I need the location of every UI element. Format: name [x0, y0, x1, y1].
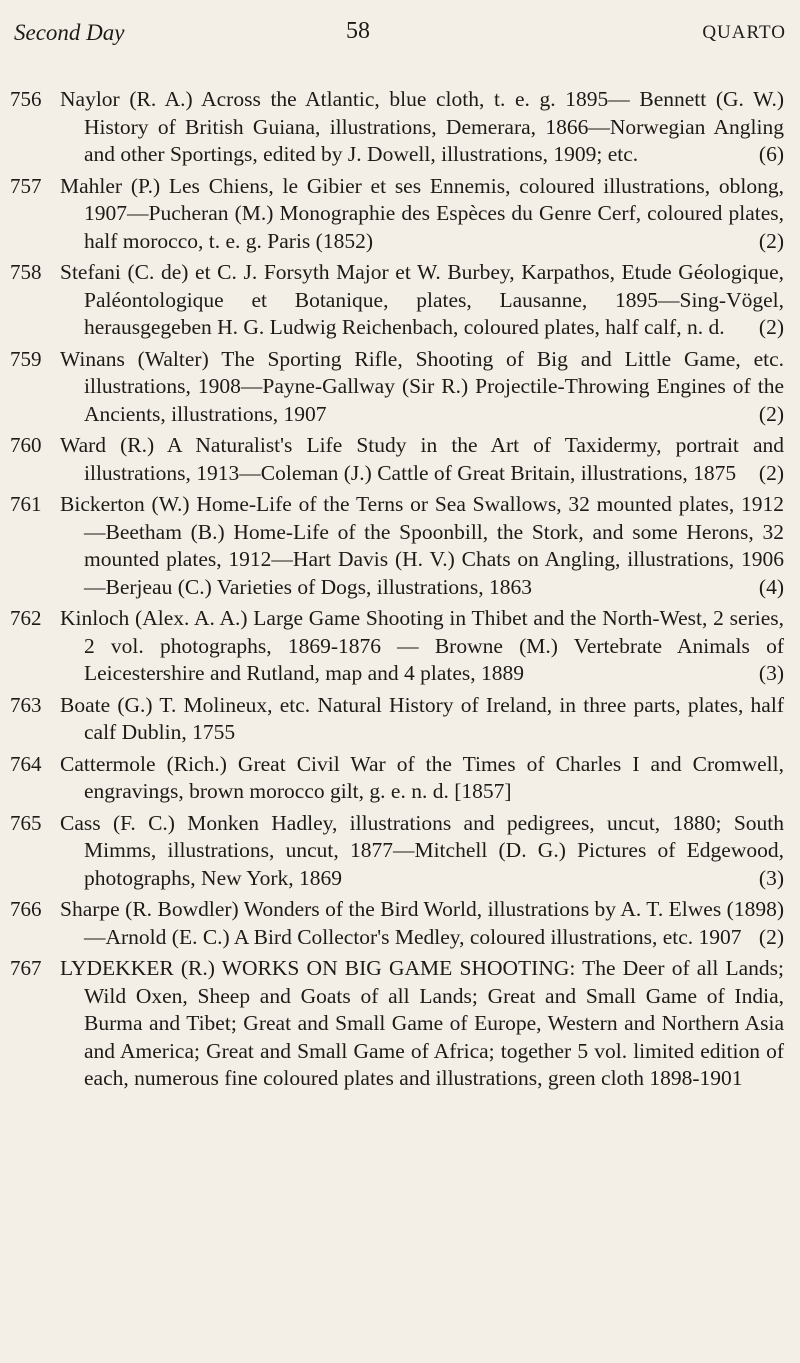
lot-description: Stefani (C. de) et C. J. Forsyth Major et W. Burbey, Karpathos, Etude Géologique, Paléontologique et Botanique, plates, Lausanne, 1895—Sing-Vögel, herausgegeben H. G. Ludwig Reichenbach, coloured plates, half calf, n. d.: [60, 260, 784, 339]
lot-entry: [0, 605, 800, 688]
lot-description: Ward (R.) A Naturalist's Life Study in the Art of Taxidermy, portrait and illustrations, 1913—Coleman (J.) Cattle of Great Britain, illustrations, 1875: [60, 433, 784, 485]
lot-description: Mahler (P.) Les Chiens, le Gibier et ses Ennemis, coloured illustrations, oblong, 1907—Pucheran (M.) Monographie des Espèces du Genre Cerf, coloured plates, half morocco, t. e. g. Paris (1852): [60, 173, 784, 253]
lot-list: [0, 86, 800, 1097]
lot-quantity: (2): [758, 924, 784, 949]
lot-number: 762: [10, 606, 42, 630]
lot-number: 759: [10, 346, 42, 371]
lot-entry: [0, 259, 800, 342]
lot-number: 761: [10, 492, 42, 516]
header-section-title: Second Day: [14, 20, 125, 45]
lot-quantity: (2): [758, 401, 784, 426]
lot-number: 766: [10, 897, 42, 921]
lot-number: 765: [10, 810, 42, 835]
lot-entry: [0, 896, 800, 951]
page-header: [0, 18, 800, 58]
lot-entry: [0, 491, 800, 601]
lot-quantity: (3): [758, 661, 784, 685]
lot-quantity: (6): [758, 142, 784, 166]
lot-description: Kinloch (Alex. A. A.) Large Game Shooting in Thibet and the North-West, 2 series, 2 vol. photographs, 1869-1876 — Browne (M.) Vertebrate Animals of Leicestershire and Rutland, map and 4 plates, 1889: [60, 606, 784, 685]
lot-entry: [0, 751, 800, 806]
lot-description: Bickerton (W.) Home-Life of the Terns or Sea Swallows, 32 mounted plates, 1912—Beetham (B.) Home-Life of the Spoonbill, the Stork, and some Herons, 32 mounted plates, 1912—Hart Davis (H. V.) Chats on Angling, illustrations, 1906—Berjeau (C.) Varieties of Dogs, illustrations, 1863: [60, 492, 784, 599]
lot-description: Cass (F. C.) Monken Hadley, illustrations and pedigrees, uncut, 1880; South Mimms, illustrations, uncut, 1877—Mitchell (D. G.) Pictures of Edgewood, photographs, New York, 1869: [60, 810, 784, 890]
lot-entry: [0, 955, 800, 1093]
lot-quantity: (2): [758, 315, 784, 339]
lot-entry: [0, 432, 800, 487]
header-format: QUARTO: [702, 22, 786, 43]
lot-number: 763: [10, 692, 42, 717]
lot-entry: [0, 86, 800, 169]
lot-number: 767: [10, 956, 42, 980]
lot-number: 758: [10, 260, 42, 284]
lot-entry: [0, 692, 800, 747]
page-number: 58: [346, 18, 370, 44]
lot-number: 764: [10, 751, 42, 776]
lot-number: 756: [10, 87, 42, 111]
lot-quantity: (2): [758, 228, 784, 253]
lot-quantity: (2): [758, 460, 784, 485]
lot-description: Winans (Walter) The Sporting Rifle, Shooting of Big and Little Game, etc. illustrations, 1908—Payne-Gallway (Sir R.) Projectile-Throwing Engines of the Ancients, illustrations, 1907: [60, 346, 784, 426]
lot-quantity: (3): [758, 865, 784, 890]
lot-number: 760: [10, 433, 42, 457]
lot-description: Boate (G.) T. Molineux, etc. Natural History of Ireland, in three parts, plates, half calf Dublin, 1755: [60, 692, 784, 744]
lot-description: Cattermole (Rich.) Great Civil War of the Times of Charles I and Cromwell, engravings, brown morocco gilt, g. e. n. d. [1857]: [60, 751, 784, 803]
lot-quantity: (4): [758, 574, 784, 599]
lot-description: Sharpe (R. Bowdler) Wonders of the Bird World, illustrations by A. T. Elwes (1898)—Arnold (E. C.) A Bird Collector's Medley, coloured illustrations, etc. 1907: [60, 897, 784, 949]
lot-entry: [0, 810, 800, 893]
lot-description: LYDEKKER (R.) WORKS ON BIG GAME SHOOTING: The Deer of all Lands; Wild Oxen, Sheep and Goats of all Lands; Great and Small Game of India, Burma and Tibet; Great and Small Game of Europe, Western and Northern Asia and America; Great and Small Game of Africa; together 5 vol. limited edition of each, numerous fine coloured plates and illustrations, green cloth 1898-1901: [60, 956, 784, 1090]
lot-number: 757: [10, 173, 42, 198]
lot-entry: [0, 346, 800, 429]
lot-description: Naylor (R. A.) Across the Atlantic, blue cloth, t. e. g. 1895— Bennett (G. W.) History of British Guiana, illustrations, Demerara, 1866—Norwegian Angling and other Sportings, edited by J. Dowell, illustrations, 1909; etc.: [60, 87, 784, 166]
lot-entry: [0, 173, 800, 256]
